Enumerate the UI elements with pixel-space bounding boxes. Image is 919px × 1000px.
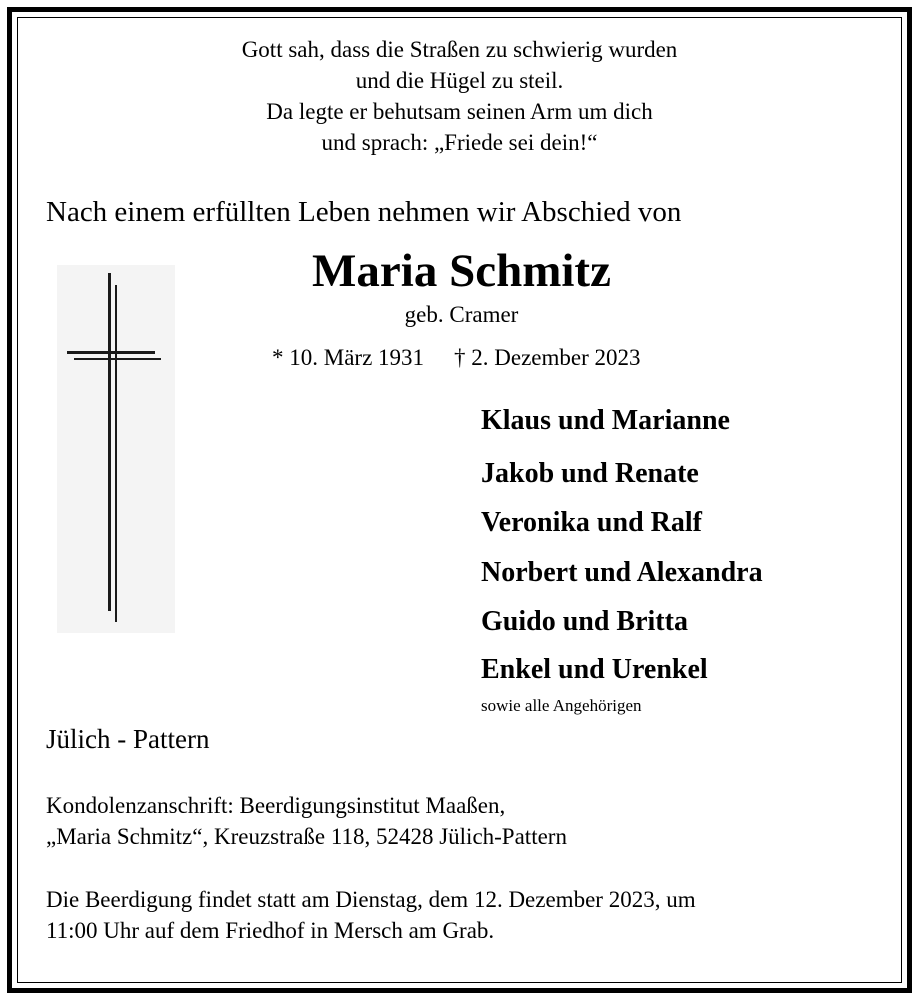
cross-vertical-bar: [115, 285, 117, 622]
funeral-line: Die Beerdigung findet statt am Dienstag, dem 12. Dezember 2023, um: [46, 887, 696, 912]
poem-line: und die Hügel zu steil.: [355, 68, 564, 93]
mourner-name: Norbert und Alexandra: [481, 557, 763, 588]
poem-line: und sprach: „Friede sei dein!“: [321, 130, 598, 155]
cross-horizontal-bar: [67, 351, 155, 354]
poem-line: Gott sah, dass die Straßen zu schwierig wurden: [241, 37, 678, 62]
birth-name: geb. Cramer: [404, 302, 519, 327]
funeral-info: [46, 884, 696, 946]
condolence-address: [46, 790, 567, 852]
cross-vertical-bar: [108, 273, 111, 611]
birth-date: * 10. März 1931: [272, 345, 425, 370]
intro-text: Nach einem erfüllten Leben nehmen wir Abschied von: [46, 196, 682, 228]
poem-line: Da legte er behutsam seinen Arm um dich: [266, 99, 653, 124]
cross-horizontal-bar: [74, 358, 161, 360]
mourner-name: Jakob und Renate: [481, 458, 699, 489]
cross-icon: [57, 265, 175, 633]
relatives-text: sowie alle Angehörigen: [481, 696, 642, 715]
condolence-line: „Maria Schmitz“, Kreuzstraße 118, 52428 Jülich-Pattern: [46, 824, 567, 849]
place-text: Jülich - Pattern: [46, 724, 210, 754]
mourner-name: Guido und Britta: [481, 606, 688, 637]
mourner-name: Veronika und Ralf: [481, 507, 702, 538]
poem: [0, 34, 919, 158]
mourner-name: Klaus und Marianne: [481, 405, 730, 436]
deceased-name: Maria Schmitz: [312, 245, 611, 297]
death-date: † 2. Dezember 2023: [454, 345, 641, 370]
mourner-name: Enkel und Urenkel: [481, 654, 708, 685]
funeral-line: 11:00 Uhr auf dem Friedhof in Mersch am Grab.: [46, 918, 495, 943]
condolence-line: Kondolenzanschrift: Beerdigungsinstitut Maaßen,: [46, 793, 506, 818]
